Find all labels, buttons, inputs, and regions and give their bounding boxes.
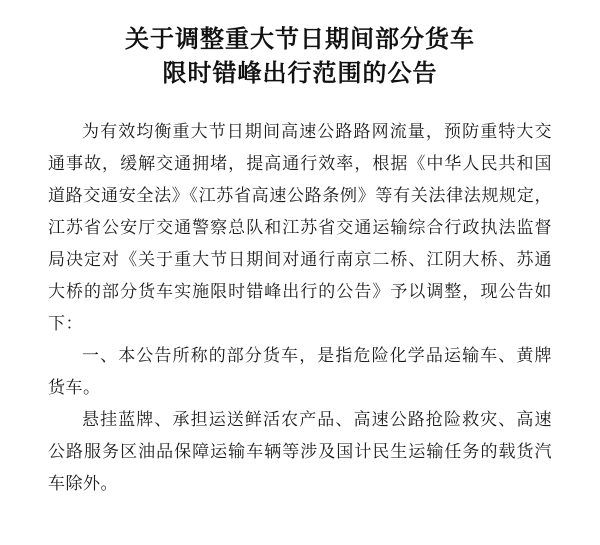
body-paragraph-intro: 为有效均衡重大节日期间高速公路路网流量，预防重特大交通事故，缓解交通拥堵，提高通行效率，根据《中华人民共和国道路交通安全法》《江苏省高速公路条例》等有关法律法规规定，江苏省公安厅交通警察总队和江苏省交通运输综合行政执法监督局决定对《关于重大节日期间对通行南京二桥、江阴大桥、苏通大桥的部分货车实施限时错峰出行的公告》予以调整，现公告如下：: [48, 122, 552, 334]
body-paragraph-item-1: 一、本公告所称的部分货车，是指危险化学品运输车、黄牌货车。: [48, 346, 552, 398]
document-title: [48, 22, 552, 90]
body-paragraph-exception: 悬挂蓝牌、承担运送鲜活农产品、高速公路抢险救灾、高速公路服务区油品保障运输车辆等涉及国计民生运输任务的载货汽车除外。: [48, 410, 552, 494]
title-line-2: 限时错峰出行范围的公告: [162, 59, 438, 87]
title-line-1: 关于调整重大节日期间部分货车: [125, 25, 475, 53]
